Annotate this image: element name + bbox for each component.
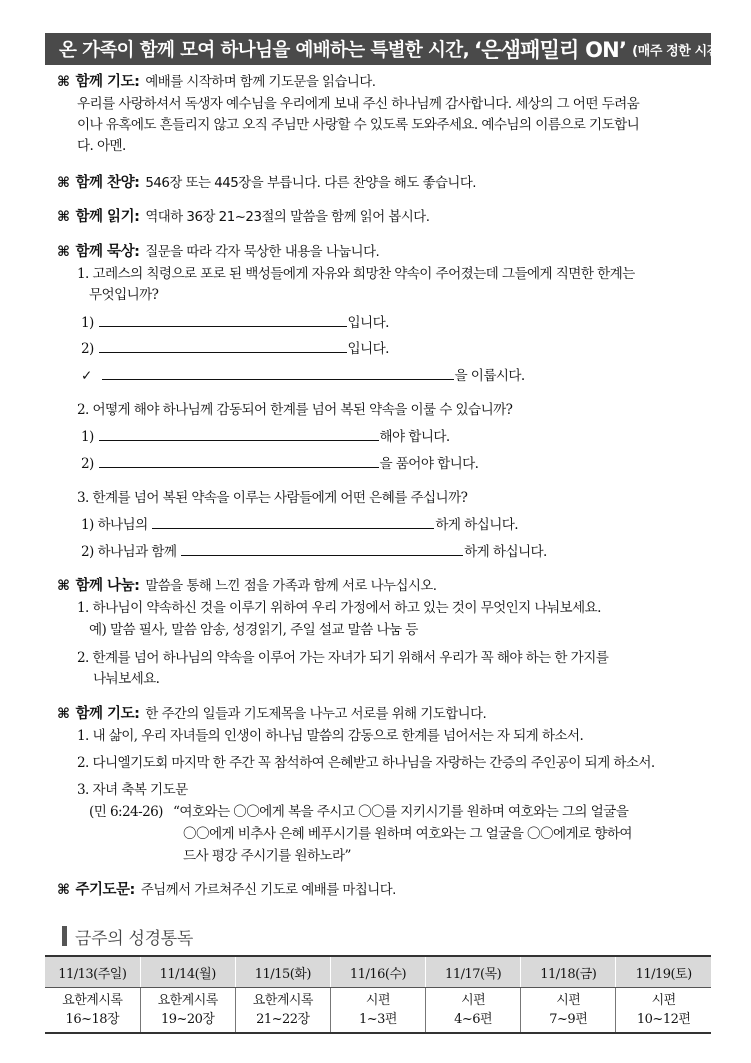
answer-blank[interactable]: [99, 312, 347, 327]
book-name: 시편: [556, 993, 581, 1008]
question-2: 2. 어떻게 해야 하나님께 감동되어 한계를 넘어 복된 약속을 이룰 수 있습니까?: [77, 402, 513, 418]
blessing-reference: (민 6:24-26): [89, 804, 163, 820]
answer-blank[interactable]: [99, 426, 379, 441]
answer-blank[interactable]: [102, 365, 454, 380]
date-cell: 11/18(금): [521, 956, 616, 988]
prayer-item-3: 3. 자녀 축복 기도문: [77, 782, 188, 798]
blessing-line: “여호와는 〇〇에게 복을 주시고 〇〇를 지키시기를 원하며 여호와는 그의 얼굴을: [173, 804, 629, 820]
sharing-item-2: 2. 한계를 넘어 하나님의 약속을 이루어 가는 자녀가 되기 위해서 우리가 꼭 해야 하는 한 가지를: [77, 650, 609, 666]
answer-blank[interactable]: [181, 541, 463, 556]
section-desc: 말씀을 통해 느낀 점을 가족과 함께 서로 나누십시오.: [145, 579, 437, 594]
section-desc: 역대하 36장 21~23절의 말씀을 함께 읽어 봅시다.: [145, 210, 430, 225]
question-1: 1. 고레스의 칙령으로 포로 된 백성들에게 자유와 희망찬 약속이 주어졌는데 그들에게 직면한 한계는: [77, 266, 635, 282]
chapter-range: 10~12편: [636, 1012, 691, 1027]
section-label: 함께 기도:: [75, 74, 140, 90]
question-1-cont: 무엇입니까?: [89, 287, 159, 303]
answer-prefix: 1) 하나님의: [81, 517, 148, 533]
bible-reading-heading: [62, 925, 193, 947]
section-desc: 주님께서 가르쳐주신 기도로 예배를 마칩니다.: [140, 883, 396, 898]
command-icon: ⌘: [57, 706, 70, 722]
sharing-item-2-cont: 나눠보세요.: [93, 671, 160, 687]
bible-reading-title: 금주의 성경통독: [75, 928, 193, 949]
answer-suffix: 을 품어야 합니다.: [379, 456, 479, 472]
command-icon: ⌘: [57, 882, 70, 898]
chapter-range: 7~9편: [549, 1012, 588, 1027]
date-cell: 11/15(화): [235, 956, 330, 988]
blessing-line: 드사 평강 주시기를 원하노라”: [183, 848, 351, 864]
answer-1-1: [81, 311, 389, 331]
date-cell: 11/14(월): [140, 956, 235, 988]
book-name: 요한계시록: [62, 993, 123, 1008]
blessing-line: 〇〇에게 비추사 은혜 베푸시기를 원하며 여호와는 그 얼굴을 〇〇에게로 향하여: [183, 826, 632, 842]
answer-number: 2): [81, 341, 94, 357]
reading-cell: [45, 988, 140, 1034]
chapter-range: 16~18장: [65, 1012, 120, 1027]
banner-note: (매주 정한 시간에): [632, 43, 737, 59]
date-cell: 11/17(목): [426, 956, 521, 988]
section-label: 주기도문:: [75, 882, 135, 898]
chapter-range: 4~6편: [454, 1012, 493, 1027]
reading-cell: [235, 988, 330, 1034]
book-name: 요한계시록: [157, 993, 218, 1008]
answer-blank[interactable]: [152, 514, 434, 529]
command-icon: ⌘: [57, 74, 70, 90]
book-name: 시편: [365, 993, 391, 1008]
answer-suffix: 해야 합니다.: [379, 429, 450, 445]
date-row: [45, 956, 711, 988]
section-desc: 546장 또는 445장을 부릅니다. 다른 찬양을 해도 좋습니다.: [145, 176, 477, 191]
answer-1-2: [81, 337, 389, 357]
question-3: 3. 한계를 넘어 복된 약속을 이루는 사람들에게 어떤 은혜를 주십니까?: [77, 490, 468, 506]
date-cell: 11/13(주일): [45, 956, 140, 988]
section-label: 함께 찬양:: [75, 175, 140, 191]
answer-suffix: 입니다.: [347, 341, 389, 357]
answer-prefix: 2) 하나님과 함께: [81, 544, 177, 560]
section-label: 함께 읽기:: [75, 209, 140, 225]
section-sharing: [57, 574, 437, 595]
section-desc: 질문을 따라 각자 묵상한 내용을 나눕니다.: [145, 245, 380, 260]
book-name: 시편: [461, 993, 486, 1008]
heading-bar: [62, 926, 67, 946]
answer-number: 1): [81, 315, 94, 331]
reading-row: [45, 988, 711, 1034]
chapter-range: 1~3편: [358, 1012, 397, 1027]
section-prayer-close: [57, 702, 486, 723]
command-icon: ⌘: [57, 578, 70, 594]
book-name: 시편: [651, 993, 676, 1008]
command-icon: ⌘: [57, 209, 70, 225]
answer-number: 1): [81, 429, 94, 445]
reading-cell: [521, 988, 616, 1034]
prayer-item-2: 2. 다니엘기도회 마지막 한 주간 꼭 참석하여 은혜받고 하나님을 자랑하는 간증의 주인공이 되게 하소서.: [77, 755, 655, 771]
section-prayer-open: [57, 70, 376, 91]
answer-3-1: [81, 513, 518, 533]
reading-cell: [426, 988, 521, 1034]
answer-number: 2): [81, 456, 94, 472]
section-label: 함께 나눔:: [75, 578, 140, 594]
answer-suffix: 하게 하십니다.: [435, 517, 518, 533]
check-icon: ✓: [81, 368, 92, 384]
reading-cell: [330, 988, 425, 1034]
section-desc: 예배를 시작하며 함께 기도문을 읽습니다.: [145, 75, 376, 90]
section-reading: [57, 205, 429, 226]
sharing-item-1: 1. 하나님이 약속하신 것을 이루기 위하여 우리 가정에서 하고 있는 것이 무엇인지 나눠보세요.: [77, 600, 601, 616]
banner-title: ‘은샘패밀리 ON’: [474, 38, 627, 62]
chapter-range: 21~22장: [256, 1012, 310, 1027]
reading-cell: [616, 988, 711, 1034]
command-icon: ⌘: [57, 175, 70, 191]
section-label: 함께 묵상:: [75, 244, 140, 260]
chapter-range: 19~20장: [160, 1012, 215, 1027]
section-desc: 한 주간의 일들과 기도제목을 나누고 서로를 위해 기도합니다.: [145, 707, 487, 722]
answer-suffix: 입니다.: [347, 315, 389, 331]
header-banner: [45, 33, 737, 65]
prayer-line: 이나 유혹에도 흔들리지 않고 오직 주님만 사랑할 수 있도록 도와주세요. 예수님의 이름으로 기도합니: [77, 117, 640, 133]
answer-3-2: [81, 540, 547, 560]
section-praise: [57, 171, 476, 192]
answer-blank[interactable]: [99, 453, 379, 468]
answer-blank[interactable]: [99, 338, 347, 353]
answer-suffix: 을 이룹시다.: [454, 368, 525, 384]
command-icon: ⌘: [57, 244, 70, 260]
prayer-line: 다. 아멘.: [77, 138, 126, 154]
prayer-item-1: 1. 내 삶이, 우리 자녀들의 인생이 하나님 말씀의 감동으로 한계를 넘어서는 자 되게 하소서.: [77, 728, 584, 744]
answer-2-1: [81, 425, 450, 445]
reading-cell: [140, 988, 235, 1034]
banner-text: 온 가족이 함께 모여 하나님을 예배하는 특별한 시간,: [59, 40, 470, 61]
answer-2-2: [81, 452, 478, 472]
date-cell: 11/16(수): [330, 956, 425, 988]
sharing-example: 예) 말씀 필사, 말씀 암송, 성경읽기, 주일 설교 말씀 나눔 등: [89, 622, 418, 638]
section-label: 함께 기도:: [75, 706, 140, 722]
answer-suffix: 하게 하십니다.: [464, 544, 547, 560]
book-name: 요한계시록: [252, 993, 313, 1008]
answer-1-check: [81, 364, 525, 384]
section-lords-prayer: [57, 878, 396, 899]
prayer-line: 우리를 사랑하셔서 독생자 예수님을 우리에게 보내 주신 하나님께 감사합니다. 세상의 그 어떤 두려움: [77, 96, 640, 112]
bible-reading-table: [45, 955, 711, 1034]
date-cell: 11/19(토): [616, 956, 711, 988]
section-meditation: [57, 240, 379, 261]
